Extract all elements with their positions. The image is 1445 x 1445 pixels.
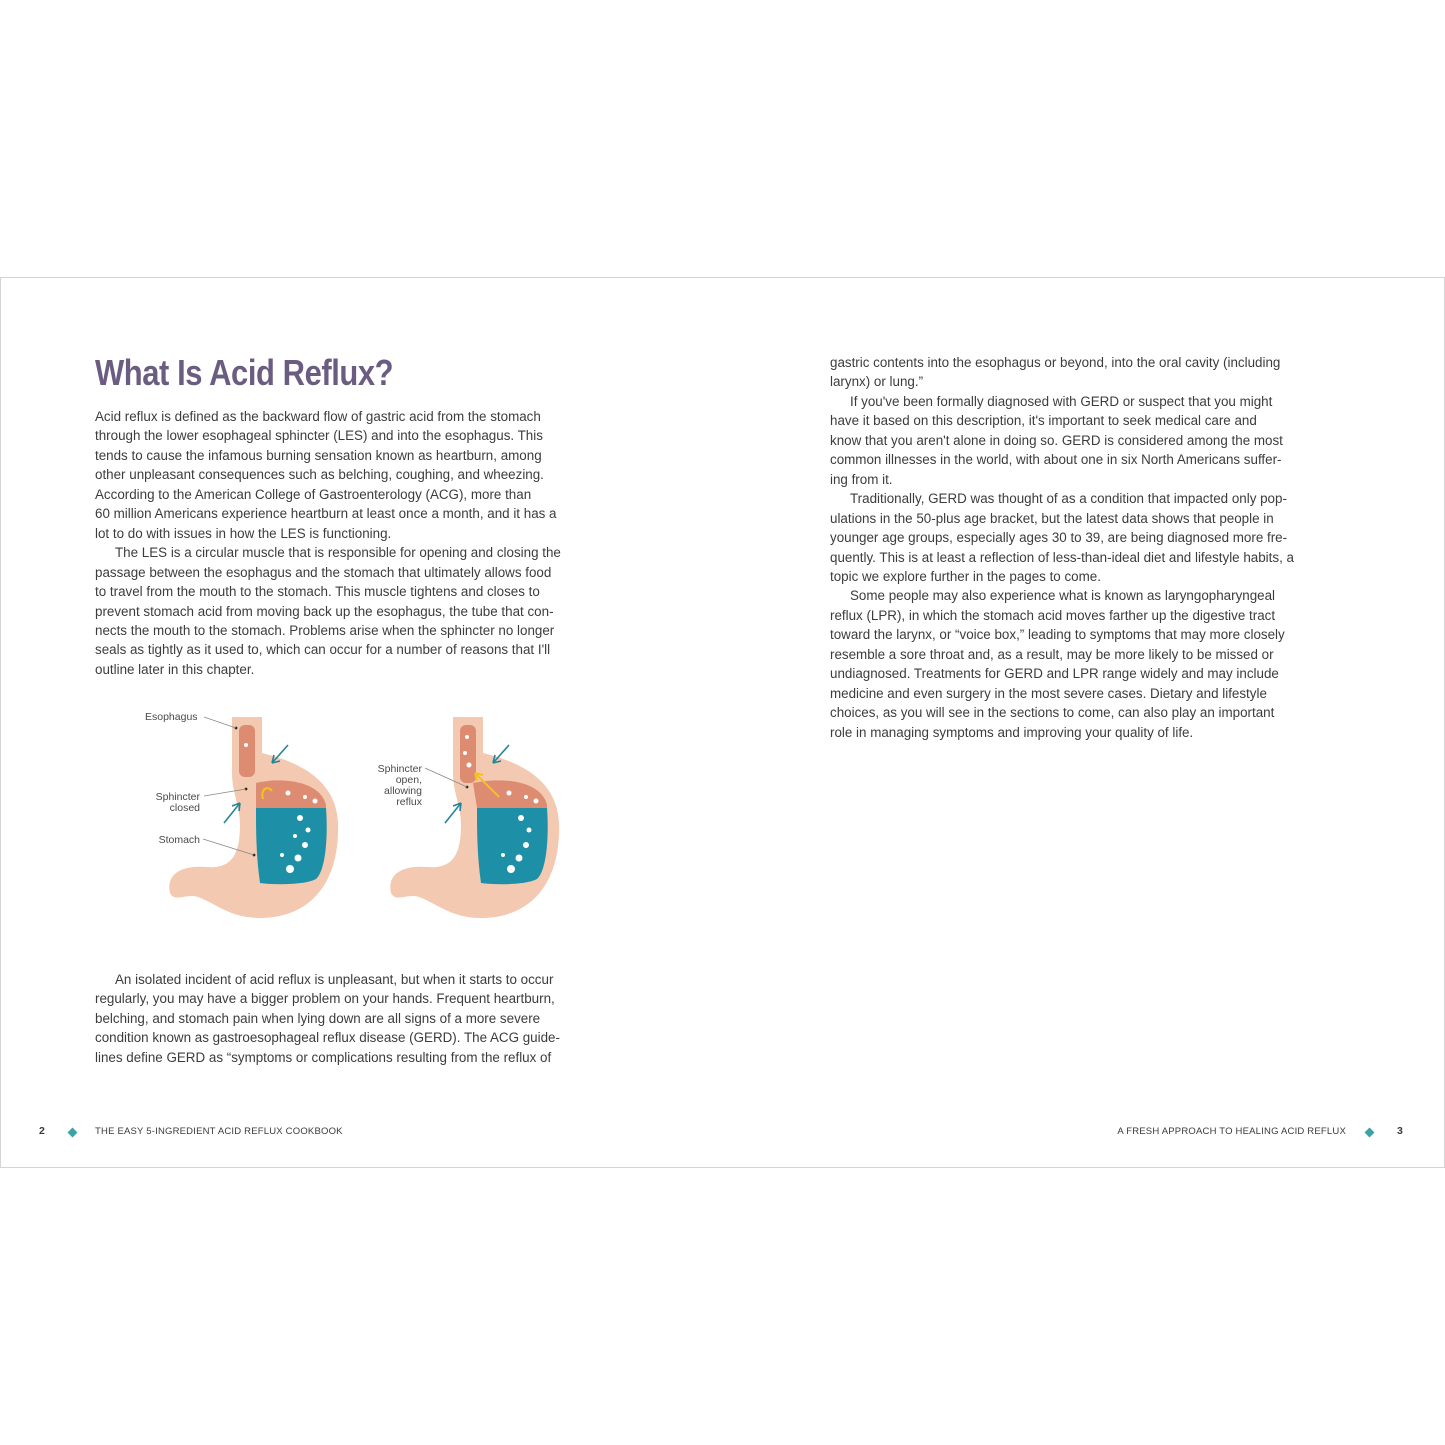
text-line: lines define GERD as “symptoms or complications resulting from the reflux of [95, 1049, 552, 1065]
text-line: through the lower esophageal sphincter (LES) and into the esophagus. This [95, 428, 543, 444]
text-line: 60 million Americans experience heartburn at least once a month, and it has a [95, 506, 557, 522]
left-column-lower [95, 970, 613, 1067]
text-line: quently. This is at least a reflection of less-than-ideal diet and lifestyle habits, a [830, 549, 1294, 565]
page-title: What Is Acid Reflux? [95, 352, 394, 393]
paragraph [830, 489, 1348, 586]
label-stomach: Stomach [158, 834, 200, 846]
text-line: tends to cause the infamous burning sensation known as heartburn, among [95, 447, 542, 463]
text-line: regularly, you may have a bigger problem on your hands. Frequent heartburn, [95, 991, 555, 1007]
diamond-icon [1366, 1128, 1373, 1139]
stomach-acid-closed [256, 808, 327, 884]
text-line: undiagnosed. Treatments for GERD and LPR range widely and may include [830, 666, 1279, 682]
upward-arrow-icon [445, 803, 461, 823]
right-column [830, 353, 1348, 742]
text-line: An isolated incident of acid reflux is unpleasant, but when it starts to occur [115, 972, 554, 987]
text-line: If you've been formally diagnosed with GERD or suspect that you might [850, 393, 1273, 409]
text-line: seals as tightly as it used to, which can occur for a number of reasons that I'll [95, 642, 551, 658]
right-page-number: 3 [1397, 1125, 1404, 1137]
text-line: toward the larynx, or “voice box,” leading to symptoms that may more closely [830, 627, 1285, 643]
text-line: know that you aren't alone in doing so. GERD is considered among the most [830, 432, 1283, 448]
left-column-upper [95, 407, 613, 679]
text-line: Traditionally, GERD was thought of as a condition that impacted only pop- [850, 491, 1287, 507]
text-line: Acid reflux is defined as the backward flow of gastric acid from the stomach [95, 409, 541, 424]
esophagus-contents-open [460, 725, 476, 783]
stomach-acid-open [477, 808, 548, 884]
text-line: Some people may also experience what is known as laryngopharyngeal [850, 588, 1276, 604]
label-allowing: allowing [384, 785, 422, 797]
text-line: resemble a sore throat and, as a result, may be more likely to be missed or [830, 646, 1274, 662]
upward-arrow-icon [224, 803, 240, 823]
text-line: lot to do with issues in how the LES is functioning. [95, 525, 392, 541]
text-line: outline later in this chapter. [95, 661, 255, 677]
text-line: younger age groups, especially ages 30 to 39, are being diagnosed more fre- [830, 530, 1288, 546]
text-line: nects the mouth to the stomach. Problems arise when the sphincter no longer [95, 622, 555, 638]
text-line: other unpleasant consequences such as belching, coughing, and wheezing. [95, 467, 544, 483]
stomach-diagram [140, 705, 580, 930]
text-line: belching, and stomach pain when lying down are all signs of a more severe [95, 1010, 541, 1026]
text-line: ulations in the 50-plus age bracket, but the latest data shows that people in [830, 510, 1274, 526]
text-line: passage between the esophagus and the stomach that ultimately allows food [95, 564, 552, 580]
text-line: common illnesses in the world, with about one in six North Americans suffer- [830, 452, 1282, 468]
text-line: medicine and even surgery in the most severe cases. Dietary and lifestyle [830, 685, 1267, 701]
label-sphincter: Sphincter [377, 763, 422, 775]
right-running-title: A FRESH APPROACH TO HEALING ACID REFLUX [1117, 1126, 1346, 1137]
text-line: have it based on this description, it's important to seek medical care and [830, 413, 1257, 429]
paragraph [95, 970, 613, 1067]
text-line: role in managing symptoms and improving your quality of life. [830, 724, 1194, 740]
text-line: condition known as gastroesophageal reflux disease (GERD). The ACG guide- [95, 1030, 560, 1046]
paragraph [95, 543, 613, 679]
text-line: The LES is a circular muscle that is responsible for opening and closing the [115, 545, 561, 561]
text-line: According to the American College of Gastroenterology (ACG), more than [95, 486, 532, 502]
paragraph [830, 586, 1348, 742]
label-open: open, [395, 774, 422, 786]
stomach-open-illustration [378, 717, 559, 918]
text-line: to travel from the mouth to the stomach. This muscle tightens and closes to [95, 584, 540, 600]
paragraph [95, 407, 613, 543]
left-page-number: 2 [39, 1125, 46, 1137]
text-line: reflux (LPR), in which the stomach acid moves farther up the digestive tract [830, 607, 1276, 623]
text-line: topic we explore further in the pages to come. [830, 568, 1101, 584]
esophagus-contents-closed [239, 725, 255, 777]
label-reflux: reflux [396, 796, 422, 808]
text-line: larynx) or lung.” [830, 374, 924, 390]
text-line: choices, as you will see in the sections to come, can also play an important [830, 705, 1275, 721]
paragraph [830, 353, 1348, 392]
label-esophagus: Esophagus [145, 711, 198, 723]
text-line: ing from it. [830, 471, 893, 487]
text-line: prevent stomach acid from moving back up the esophagus, the tube that con- [95, 603, 554, 619]
text-line: gastric contents into the esophagus or beyond, into the oral cavity (including [830, 355, 1281, 370]
paragraph [830, 392, 1348, 489]
label-closed: closed [169, 802, 200, 814]
left-running-title: THE EASY 5-INGREDIENT ACID REFLUX COOKBOOK [95, 1126, 343, 1137]
stomach-closed-illustration [145, 711, 338, 918]
diamond-icon [69, 1128, 76, 1139]
label-sphincter: Sphincter [155, 791, 200, 803]
